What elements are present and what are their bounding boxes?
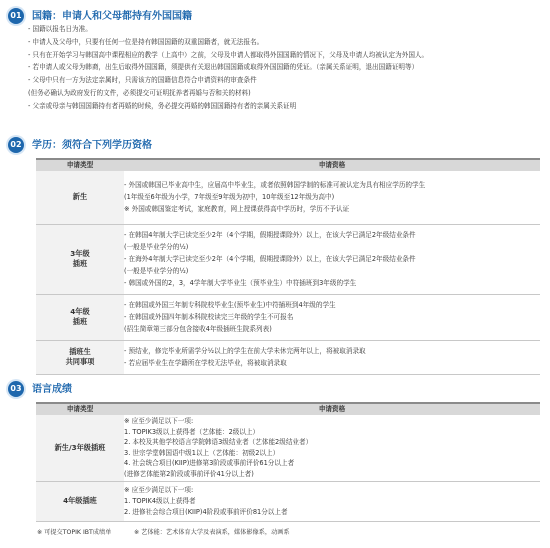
- requirement-line: - 父母中只有一方为法定亲属时，只需该方的国籍信息符合申请资料的审查条件: [28, 76, 257, 85]
- requirements-cell: - 预结业，修完毕业所需学分½以上的学生在前大学未休完两年以上，将被取消录取 - 若应届毕业生在学籍所在学校无法毕业，将被取消录取: [124, 340, 540, 374]
- application-type: 3年级 插班: [36, 224, 124, 294]
- application-type: 新生: [36, 171, 124, 224]
- section-title: 学历：须符合下列学历资格: [32, 139, 152, 151]
- application-type: 4年级 插班: [36, 294, 124, 340]
- requirement-line: - 申请人及父母中，只要有任何一位是持有韩国国籍的双重国籍者，就无法报名。: [28, 37, 264, 46]
- application-type: 新生/3年级插班: [36, 415, 124, 481]
- table-row: [36, 481, 540, 521]
- requirements-cell: - 在韩国4年制大学已读完至少2年（4个学期，假期授课除外）以上，在该大学已满足2年级结业条件 (一般是毕业学分的½) - 在海外4年制大学已读完至少2年（4个学期，假期授课除外）以上，在该大学已满足2年级结业条件 (一般是毕业学分的½) - 韩国或外国的2，3，4学年制大学毕业生（预毕业生）中符插班到3年级的学生: [124, 224, 540, 294]
- table-header-row: [36, 403, 540, 415]
- requirement-line: - 国籍以报名日为准。: [28, 25, 92, 33]
- section-education-header: [8, 137, 152, 153]
- requirement-line: - 只有在开始学习与韩国高中课程相应的教学（上高中）之前，父母及申请人都取得外国国籍的情况下，父母及申请人均被认定为外国人。: [28, 50, 429, 59]
- column-header: 申请资格: [124, 159, 540, 171]
- application-type: 4年级插班: [36, 481, 124, 521]
- table-row: [36, 171, 540, 224]
- table-row: [36, 224, 540, 294]
- application-type: 插班生 共同事项: [36, 340, 124, 374]
- section-number: 02: [8, 137, 24, 153]
- requirements-cell: ※ 应至少满足以下一项: 1. TOPIK4级以上获得者 2. 进修社会综合项目(KIIP)4阶段或事前评价81分以上者: [124, 481, 540, 521]
- section-number: 01: [8, 8, 24, 24]
- education-table: [36, 158, 540, 375]
- column-header: 申请资格: [124, 403, 540, 415]
- requirement-line: (但务必确认为政府发行的文件，必须提交可证明抚养者再婚与否和关的材料): [28, 88, 251, 97]
- column-header: 申请类型: [36, 403, 124, 415]
- table-row: [36, 340, 540, 374]
- table-row: [36, 294, 540, 340]
- footnote-arts-sports: ※ 艺体能：艺术体育大学及表演系，媒体影像系，动画系: [134, 529, 290, 536]
- requirement-line: - 父亲或母亲与韩国国籍持有者再婚的时候，务必提交再婚的韩国国籍持有者的亲属关系证明: [28, 101, 297, 110]
- nationality-requirements: [28, 25, 538, 115]
- requirement-line: - 若申请人或父母为韩裔，出生后取得外国国籍，须提供有关退出韩国国籍或取得外国国籍的凭证。（亲属关系证明，退出国籍证明等）: [28, 63, 419, 72]
- requirements-cell: - 外国或韩国已毕业高中生，应届高中毕业生，或者依照韩国学制的标准可被认定为具有相应学历的学生 (1年级至6年级为小学，7年级至9年级为初中，10年级至12年级为高中) ※ 外国或韩国鉴定考试，家庭教育，网上授课获得高中学历时，学历不予认证: [124, 171, 540, 224]
- table-row: [36, 415, 540, 481]
- requirements-cell: - 在韩国或外国三年制专科院校毕业生(预毕业生)中符插班到4年级的学生 - 在韩国或外国四年制本科院校读完三年级的学生不可报名 (招生简章第三部分包含接收4年级插班生院系列表): [124, 294, 540, 340]
- requirements-cell: ※ 应至少满足以下一项: 1. TOPIK3级以上获得者（艺体能：2级以上） 2. 本校及其他学校语言学院韩语3级结业者（艺体能2级结业者） 3. 世宗学堂韩国语中级1以上（艺体能：初级2以上） 4. 社会统合项目(KIIP)进修第3阶段或事前评价61分以上者 (进修艺体能第2阶段或事前评价41分以上者): [124, 415, 540, 481]
- table-header-row: [36, 159, 540, 171]
- footnote-topik-ibt: ※ 可提交TOPIK IBT成绩单: [37, 529, 112, 536]
- section-nationality-header: [8, 8, 192, 24]
- section-language-header: [8, 381, 72, 397]
- language-table: [36, 402, 540, 522]
- section-title: 国籍：申请人和父母都持有外国国籍: [32, 10, 192, 22]
- column-header: 申请类型: [36, 159, 124, 171]
- section-number: 03: [8, 381, 24, 397]
- section-title: 语言成绩: [32, 383, 72, 395]
